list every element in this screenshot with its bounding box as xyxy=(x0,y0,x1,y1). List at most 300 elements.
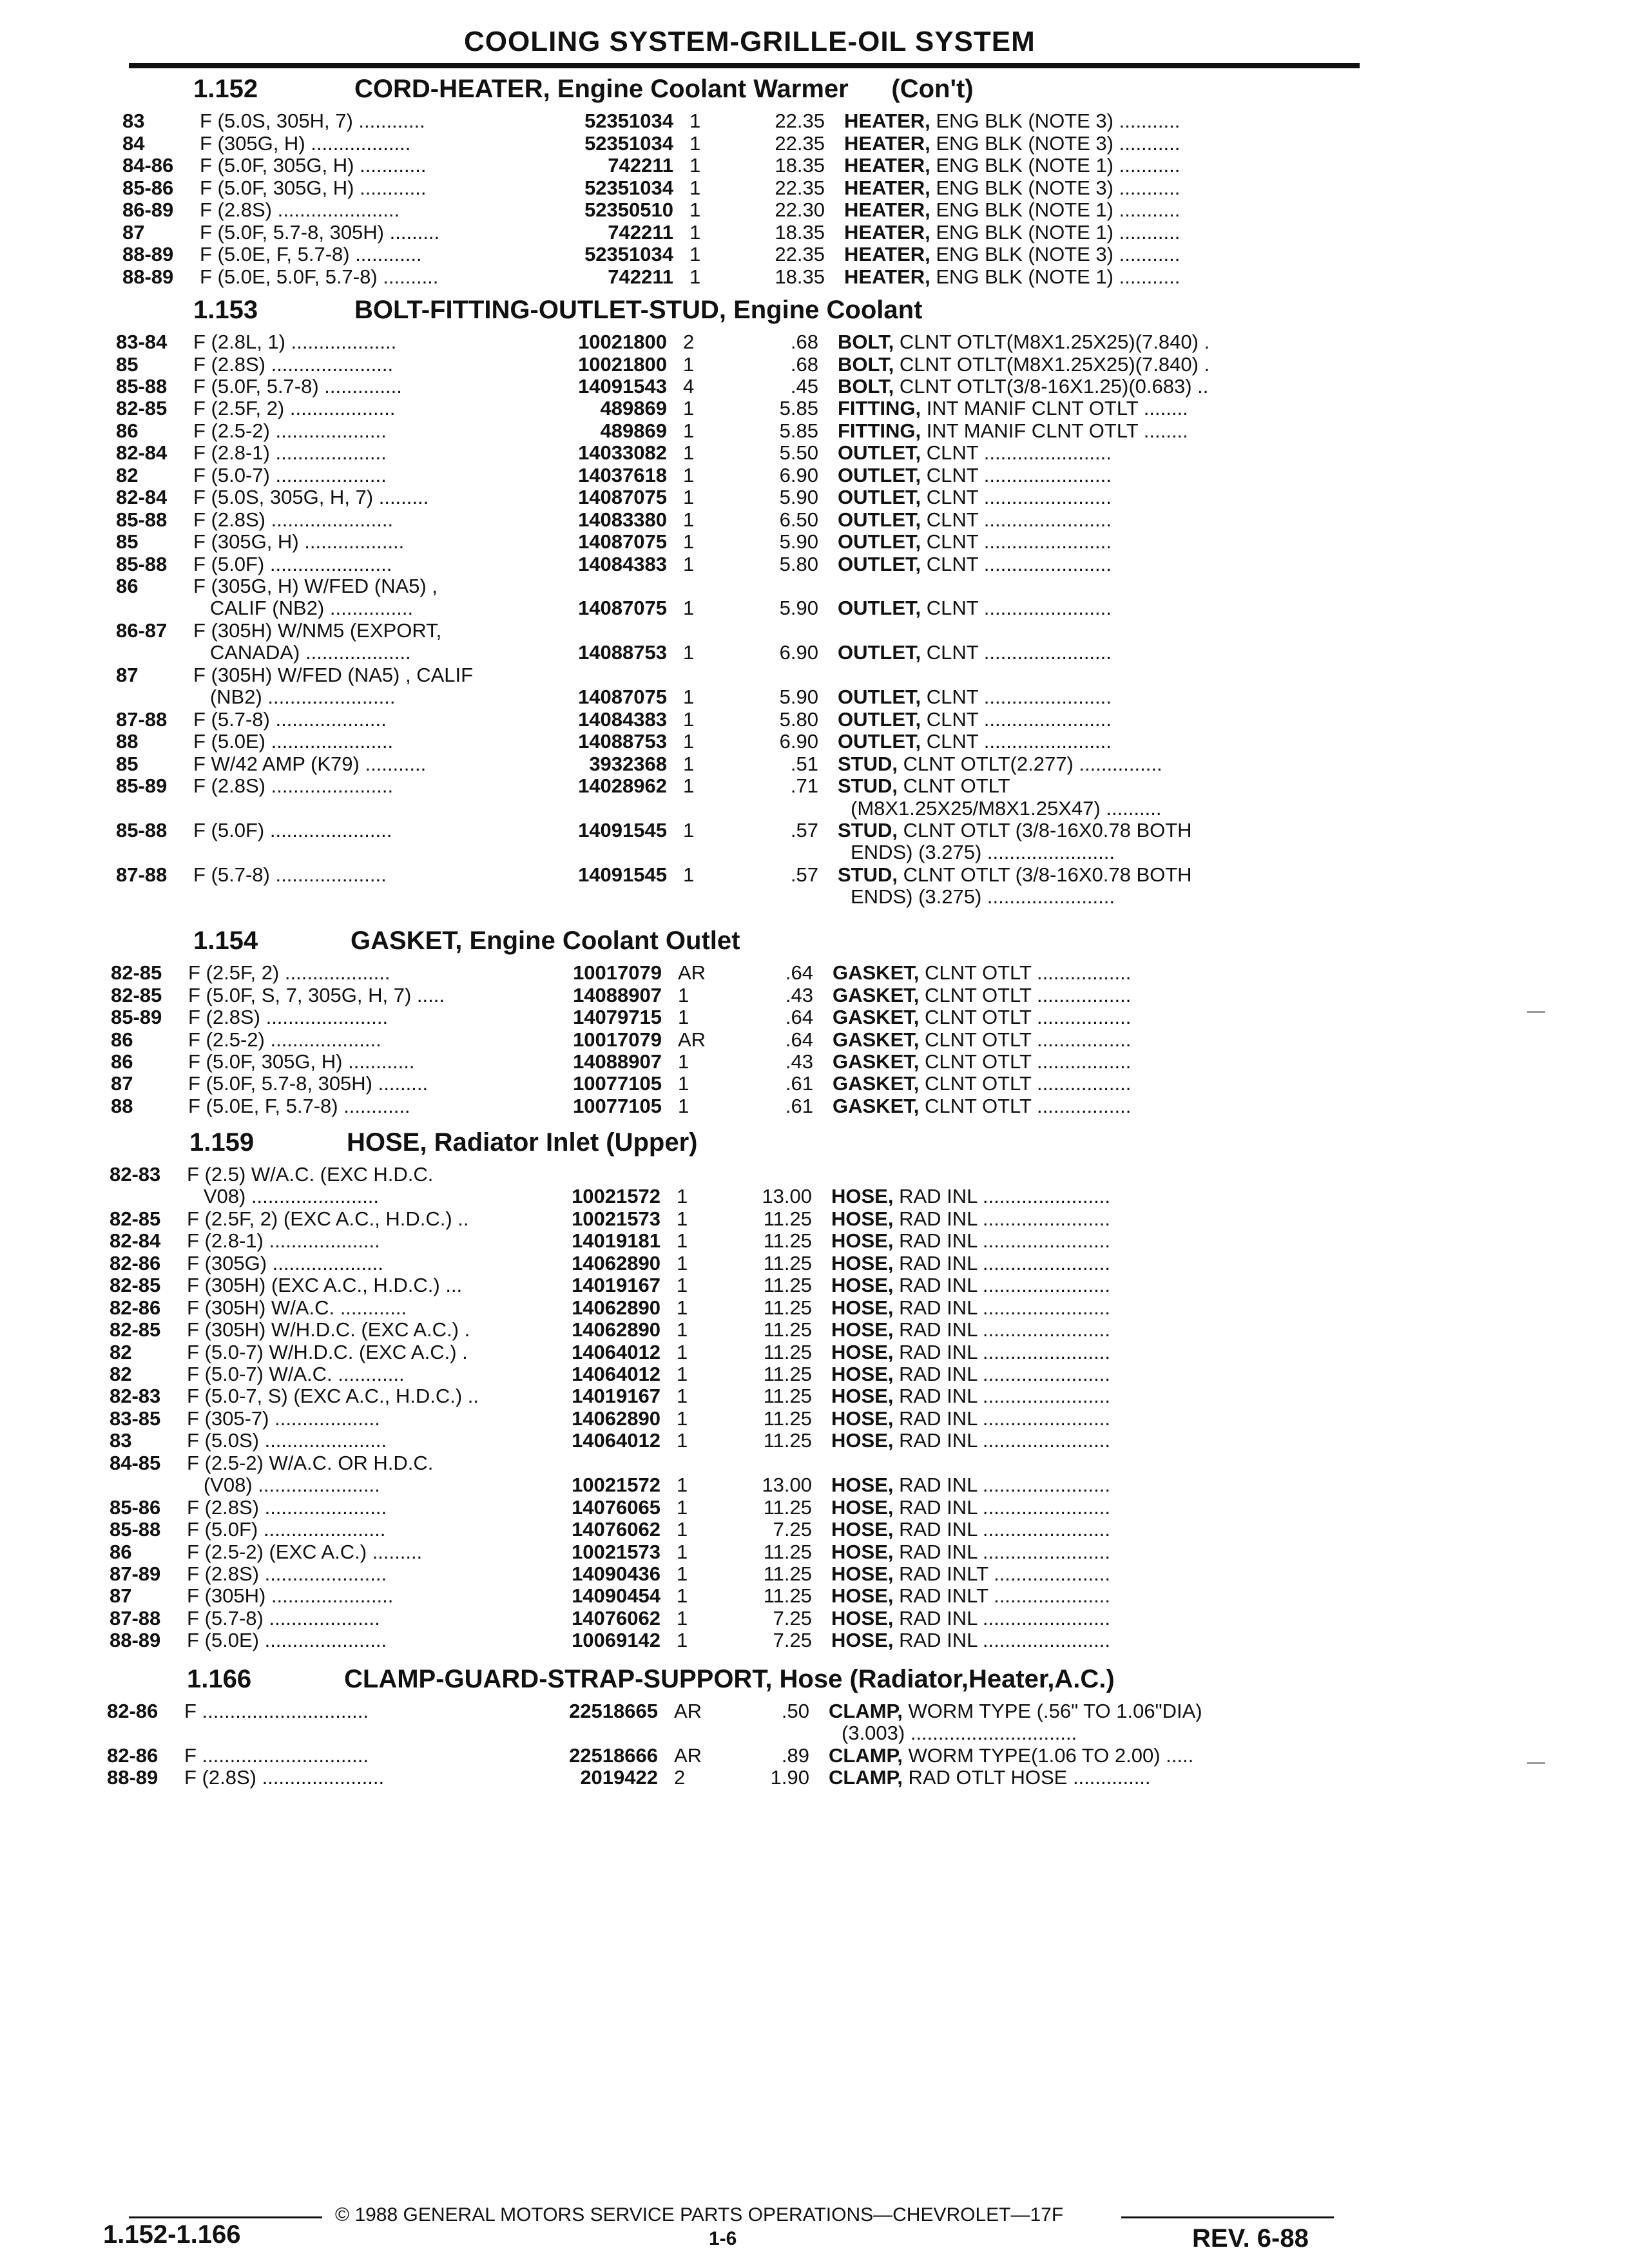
quantity: 1 xyxy=(683,774,695,798)
price: 6.90 xyxy=(779,463,818,486)
quantity: 1 xyxy=(683,863,695,886)
application: F (2.8-1) .................... xyxy=(193,441,387,465)
application: F (2.5-2) .................... xyxy=(193,419,387,442)
description xyxy=(833,1072,1309,1095)
description-keyword: BOLT, xyxy=(838,374,894,398)
description-keyword: BOLT, xyxy=(838,352,894,376)
description-text: RAD INL ....................... xyxy=(893,1229,1110,1253)
price: .64 xyxy=(785,1006,813,1029)
description-text: (3.003) .............................. xyxy=(842,1722,1077,1745)
application: F (2.8L, 1) ................... xyxy=(193,331,397,354)
description xyxy=(831,1363,1308,1386)
description-keyword: HOSE, xyxy=(831,1185,894,1208)
part-row xyxy=(110,1562,1334,1586)
price: 5.90 xyxy=(779,530,818,553)
price: 7.25 xyxy=(773,1606,812,1629)
description-text: ENG BLK (NOTE 1) ........... xyxy=(930,154,1181,177)
model-years: 82-86 xyxy=(110,1251,161,1274)
application: F (5.0E) ...................... xyxy=(187,1629,387,1652)
model-years: 85-88 xyxy=(116,508,168,531)
quantity: 1 xyxy=(683,486,695,509)
model-years: 82 xyxy=(116,463,139,486)
model-years: 85-88 xyxy=(116,818,168,841)
description-keyword: HEATER, xyxy=(844,154,930,177)
model-years: 85-88 xyxy=(116,374,168,398)
application: F (5.0F, 5.7-8) .............. xyxy=(193,374,402,398)
description-text: ENG BLK (NOTE 3) ........... xyxy=(930,110,1181,133)
application: F (2.8S) ...................... xyxy=(193,774,394,798)
description-text: RAD INL ....................... xyxy=(893,1474,1110,1497)
description-text: ENG BLK (NOTE 3) ........... xyxy=(930,176,1181,199)
description xyxy=(831,1496,1308,1519)
price: .89 xyxy=(781,1744,809,1767)
model-years: 85 xyxy=(116,530,139,553)
part-row xyxy=(110,1229,1334,1253)
part-row xyxy=(110,1429,1334,1452)
part-row xyxy=(110,1318,1334,1341)
description xyxy=(838,863,1315,887)
part-number: 14019167 xyxy=(572,1385,660,1408)
model-years: 82-84 xyxy=(116,486,168,509)
footer-rule-right xyxy=(1121,2216,1334,2218)
application: F (5.0F, 5.7-8, 305H) ......... xyxy=(188,1072,429,1095)
application: F (305G) .................... xyxy=(187,1251,383,1274)
quantity: 1 xyxy=(678,1094,689,1117)
model-years: 82-83 xyxy=(110,1385,161,1408)
part-number: 10021573 xyxy=(572,1540,660,1563)
application: F (5.0E) ...................... xyxy=(193,730,394,753)
application: F (5.7-8) .................... xyxy=(187,1606,380,1629)
part-number: 14088907 xyxy=(573,1050,662,1073)
part-number: 489869 xyxy=(600,397,667,420)
price: 11.25 xyxy=(763,1296,812,1319)
description-text: RAD OTLT HOSE .............. xyxy=(902,1766,1151,1789)
price: 5.80 xyxy=(779,552,818,575)
application: F .............................. xyxy=(184,1700,369,1723)
part-row xyxy=(122,154,1347,177)
application: F (5.0S, 305H, 7) ............ xyxy=(200,110,425,133)
part-number: 14037618 xyxy=(578,463,667,486)
model-years: 82-84 xyxy=(116,441,168,465)
part-row xyxy=(110,1363,1334,1386)
application: F (2.5F, 2) (EXC A.C., H.D.C.) .. xyxy=(187,1207,469,1230)
part-number: 14091545 xyxy=(578,818,667,841)
quantity: 1 xyxy=(677,1251,688,1274)
description xyxy=(831,1429,1308,1452)
application: F (305H) ...................... xyxy=(187,1584,394,1608)
part-number: 14088907 xyxy=(573,983,662,1006)
part-row xyxy=(110,1541,1334,1564)
quantity: 1 xyxy=(677,1584,688,1608)
part-number: 14033082 xyxy=(578,441,667,465)
price: .71 xyxy=(790,774,818,798)
description-keyword: OUTLET, xyxy=(838,441,921,465)
part-row xyxy=(110,1185,1334,1208)
description-keyword: GASKET, xyxy=(833,1028,920,1051)
quantity: 1 xyxy=(677,1296,688,1319)
application: F (305H) W/A.C. ............ xyxy=(187,1296,407,1319)
description xyxy=(833,1028,1309,1052)
description-keyword: HOSE, xyxy=(831,1518,894,1541)
part-number: 14019167 xyxy=(572,1274,660,1297)
part-row xyxy=(116,863,1340,887)
price: 11.25 xyxy=(763,1229,812,1253)
description xyxy=(838,353,1315,376)
application: V08) ....................... xyxy=(187,1185,380,1208)
model-years: 88 xyxy=(116,730,139,753)
quantity: 1 xyxy=(678,1006,689,1029)
description xyxy=(831,1584,1308,1608)
part-row xyxy=(116,486,1340,509)
part-row xyxy=(116,885,1340,908)
model-years: 88-89 xyxy=(122,265,174,288)
section-title: HOSE, Radiator Inlet (Upper) xyxy=(347,1128,698,1157)
part-number: 10021800 xyxy=(578,331,667,354)
model-years: 86-89 xyxy=(122,198,174,222)
description xyxy=(851,885,1327,908)
part-number: 14076062 xyxy=(572,1518,660,1541)
quantity: 1 xyxy=(677,1495,688,1519)
part-number: 14091545 xyxy=(578,863,667,886)
price: 5.85 xyxy=(779,419,818,442)
part-row xyxy=(116,664,1340,687)
price: 22.35 xyxy=(775,176,825,199)
quantity: 1 xyxy=(683,752,695,775)
quantity: 1 xyxy=(677,1185,688,1208)
price: 11.25 xyxy=(763,1207,812,1230)
section-heading xyxy=(187,1661,1347,1697)
part-row xyxy=(111,984,1335,1007)
application: F (5.0E, 5.0F, 5.7-8) .......... xyxy=(200,265,439,288)
section-heading xyxy=(193,292,1353,328)
application: F (2.8S) ...................... xyxy=(187,1562,387,1585)
description-text: ENG BLK (NOTE 1) ........... xyxy=(930,220,1181,244)
price: 13.00 xyxy=(762,1474,812,1497)
description-keyword: HEATER, xyxy=(844,131,930,155)
description xyxy=(838,753,1315,776)
section-heading xyxy=(193,71,1353,107)
part-number: 10069142 xyxy=(572,1629,660,1652)
price: 18.35 xyxy=(775,154,825,177)
part-number: 3932368 xyxy=(589,752,667,775)
application: F (5.0F, S, 7, 305G, H, 7) ..... xyxy=(188,983,445,1006)
description-text: CLNT ....................... xyxy=(921,486,1112,509)
quantity: AR xyxy=(674,1744,702,1767)
part-number: 14087075 xyxy=(578,597,667,620)
quantity: 1 xyxy=(689,176,701,199)
description xyxy=(844,265,1321,289)
price: 11.25 xyxy=(763,1540,812,1563)
model-years: 82-85 xyxy=(110,1207,161,1230)
model-years: 87 xyxy=(111,1072,133,1095)
description-text: CLNT OTLT ................. xyxy=(919,1006,1132,1029)
quantity: 1 xyxy=(683,352,695,376)
part-number: 10077105 xyxy=(573,1094,662,1117)
description-keyword: HOSE, xyxy=(831,1229,894,1253)
application: F (2.5F, 2) ................... xyxy=(188,961,390,985)
description xyxy=(831,1474,1308,1497)
model-years: 85-88 xyxy=(116,552,168,575)
application: (V08) ...................... xyxy=(187,1474,380,1497)
part-number: 14062890 xyxy=(572,1296,660,1319)
part-row xyxy=(116,353,1340,376)
description xyxy=(851,797,1327,820)
description-text: CLNT OTLT(3/8-16X1.25)(0.683) .. xyxy=(894,374,1209,398)
description xyxy=(831,1207,1308,1231)
footer-revision: REV. 6-88 xyxy=(1192,2224,1309,2253)
application: F (5.0-7) .................... xyxy=(193,463,387,486)
quantity: 1 xyxy=(689,110,701,133)
description-text: ENG BLK (NOTE 3) ........... xyxy=(930,131,1181,155)
part-row xyxy=(116,441,1340,465)
description-keyword: HOSE, xyxy=(831,1362,894,1385)
part-number: 52351034 xyxy=(584,176,673,199)
part-number: 10021573 xyxy=(572,1207,660,1230)
model-years: 87-88 xyxy=(116,863,168,886)
description-text: CLNT OTLT ................. xyxy=(919,961,1132,985)
application: F (5.0-7) W/A.C. ............ xyxy=(187,1362,405,1385)
quantity: 1 xyxy=(677,1385,688,1408)
description-keyword: OUTLET, xyxy=(838,552,921,575)
model-years: 83-85 xyxy=(110,1407,161,1430)
description-text: RAD INL ....................... xyxy=(893,1318,1110,1341)
price: 1.90 xyxy=(770,1766,809,1789)
description-text: CLNT ....................... xyxy=(921,597,1112,620)
part-number: 14088753 xyxy=(578,730,667,753)
part-number: 742211 xyxy=(608,220,673,244)
part-row xyxy=(116,730,1340,753)
description xyxy=(838,486,1315,509)
description-keyword: OUTLET, xyxy=(838,463,921,486)
description-text: CLNT ....................... xyxy=(921,441,1112,465)
description xyxy=(831,1229,1308,1253)
price: 11.25 xyxy=(763,1340,812,1363)
price: .64 xyxy=(785,961,813,985)
price: 6.90 xyxy=(779,730,818,753)
description-keyword: HEATER, xyxy=(844,265,930,288)
part-row xyxy=(110,1207,1334,1231)
application: F W/42 AMP (K79) ........... xyxy=(193,752,427,775)
section-title: BOLT-FITTING-OUTLET-STUD, Engine Coolant xyxy=(354,296,923,325)
model-years: 84-85 xyxy=(110,1451,161,1474)
model-years: 85-88 xyxy=(110,1518,161,1541)
model-years: 82 xyxy=(110,1362,132,1385)
part-number: 10021800 xyxy=(578,352,667,376)
description xyxy=(831,1629,1308,1652)
part-number: 14064012 xyxy=(572,1340,660,1363)
model-years: 82-86 xyxy=(110,1296,161,1319)
price: .51 xyxy=(790,752,818,775)
description-keyword: HOSE, xyxy=(831,1251,894,1274)
quantity: 1 xyxy=(678,1072,689,1095)
description xyxy=(833,1095,1309,1118)
description-keyword: HOSE, xyxy=(831,1540,894,1563)
description xyxy=(831,1518,1308,1541)
description xyxy=(833,1006,1309,1029)
part-number: 14062890 xyxy=(572,1251,660,1274)
description-keyword: OUTLET, xyxy=(838,486,921,509)
part-row xyxy=(110,1341,1334,1364)
model-years: 87-88 xyxy=(116,707,168,731)
footer-rule-left xyxy=(129,2216,322,2218)
description-text: RAD INL ....................... xyxy=(893,1385,1110,1408)
quantity: 1 xyxy=(677,1518,688,1541)
description-text: RAD INL ....................... xyxy=(893,1296,1110,1319)
description-text: RAD INL ....................... xyxy=(893,1540,1110,1563)
part-row xyxy=(116,375,1340,398)
quantity: 1 xyxy=(689,131,701,155)
model-years: 83 xyxy=(122,110,145,133)
part-number: 14087075 xyxy=(578,686,667,709)
price: .57 xyxy=(790,863,818,886)
description xyxy=(838,774,1315,798)
part-number: 14088753 xyxy=(578,641,667,664)
description-text: ENDS) (3.275) ....................... xyxy=(851,841,1115,864)
description xyxy=(831,1385,1308,1408)
part-number: 52351034 xyxy=(584,110,673,133)
quantity: 1 xyxy=(677,1407,688,1430)
section-title: CLAMP-GUARD-STRAP-SUPPORT, Hose (Radiator,Heater,A.C.) xyxy=(344,1665,1115,1694)
description-keyword: GASKET, xyxy=(833,1072,920,1095)
part-row xyxy=(107,1766,1331,1789)
description xyxy=(831,1407,1308,1430)
quantity: 1 xyxy=(683,597,695,620)
margin-mark xyxy=(1527,1762,1545,1764)
price: 11.25 xyxy=(763,1318,812,1341)
description-text: WORM TYPE(1.06 TO 2.00) ..... xyxy=(902,1744,1194,1767)
quantity: 1 xyxy=(677,1207,688,1230)
application: CALIF (NB2) ............... xyxy=(193,597,414,620)
description-text: RAD INL ....................... xyxy=(893,1429,1110,1452)
description-text: CLNT OTLT(M8X1.25X25)(7.840) . xyxy=(894,352,1210,376)
section-number: 1.152 xyxy=(193,75,258,104)
description-keyword: OUTLET, xyxy=(838,730,921,753)
description xyxy=(829,1766,1306,1789)
part-row xyxy=(110,1296,1334,1320)
part-number: 52351034 xyxy=(584,131,673,155)
description-text: RAD INL ....................... xyxy=(893,1274,1110,1297)
quantity: 1 xyxy=(683,530,695,553)
description xyxy=(838,708,1315,731)
model-years: 82-85 xyxy=(110,1274,161,1297)
description-text: INT MANIF CLNT OTLT ........ xyxy=(921,397,1188,420)
description-keyword: OUTLET, xyxy=(838,641,921,664)
application: F (5.0-7) W/H.D.C. (EXC A.C.) . xyxy=(187,1340,468,1363)
description-keyword: CLAMP, xyxy=(829,1700,903,1723)
quantity: 1 xyxy=(677,1340,688,1363)
part-number: 14076065 xyxy=(572,1495,660,1519)
price: 5.50 xyxy=(779,441,818,465)
model-years: 85 xyxy=(116,352,139,376)
description xyxy=(838,730,1315,753)
price: 6.90 xyxy=(779,641,818,664)
description-text: CLNT ....................... xyxy=(921,730,1112,753)
quantity: AR xyxy=(674,1700,702,1723)
application: F (5.0F, 305G, H) ............ xyxy=(188,1050,415,1073)
part-row xyxy=(110,1407,1334,1430)
description-text: CLNT OTLT(2.277) ............... xyxy=(898,752,1162,775)
part-row xyxy=(110,1163,1334,1186)
price: 11.25 xyxy=(763,1274,812,1297)
part-row xyxy=(110,1452,1334,1475)
title-rule xyxy=(129,63,1360,68)
part-row xyxy=(116,530,1340,553)
quantity: 1 xyxy=(677,1606,688,1629)
description xyxy=(833,1050,1309,1073)
price: 5.90 xyxy=(779,597,818,620)
application: F (305H) W/FED (NA5) , CALIF xyxy=(193,663,474,686)
description xyxy=(831,1185,1308,1208)
part-number: 14062890 xyxy=(572,1318,660,1341)
description xyxy=(844,177,1321,200)
application: F (2.8S) ...................... xyxy=(193,352,394,376)
price: 11.25 xyxy=(763,1407,812,1430)
description xyxy=(838,597,1315,620)
application: F (305G, H) W/FED (NA5) , xyxy=(193,575,438,597)
description-keyword: FITTING, xyxy=(838,419,921,442)
quantity: 1 xyxy=(677,1274,688,1297)
quantity: 1 xyxy=(689,198,701,222)
part-row xyxy=(116,819,1340,842)
part-number: 14064012 xyxy=(572,1362,660,1385)
model-years: 82-86 xyxy=(107,1744,159,1767)
quantity: AR xyxy=(678,1028,706,1051)
model-years: 85-86 xyxy=(122,176,174,199)
description xyxy=(838,508,1315,532)
model-years: 82 xyxy=(110,1340,132,1363)
model-years: 82-83 xyxy=(110,1162,161,1186)
description-keyword: HEATER, xyxy=(844,220,930,244)
model-years: 86-87 xyxy=(116,619,168,642)
price: .43 xyxy=(785,1050,813,1073)
part-row xyxy=(116,774,1340,798)
part-row xyxy=(107,1700,1331,1723)
description xyxy=(838,686,1315,709)
application: F (305-7) ................... xyxy=(187,1407,380,1430)
description xyxy=(844,243,1321,266)
model-years: 85-86 xyxy=(110,1495,161,1519)
part-number: 52351034 xyxy=(584,243,673,266)
price: 18.35 xyxy=(775,265,825,288)
part-number: 742211 xyxy=(608,265,673,288)
application: F (5.0S) ...................... xyxy=(187,1429,387,1452)
application: F (2.8S) ...................... xyxy=(184,1766,385,1789)
description xyxy=(842,1722,1318,1745)
page-title: COOLING SYSTEM-GRILLE-OIL SYSTEM xyxy=(464,26,1036,57)
description-keyword: HEATER, xyxy=(844,176,930,199)
description-keyword: HOSE, xyxy=(831,1562,894,1585)
description xyxy=(838,397,1315,420)
application: (NB2) ....................... xyxy=(193,686,396,709)
application: F (5.0F) ...................... xyxy=(193,552,392,575)
section-heading xyxy=(193,923,1353,959)
description xyxy=(844,154,1321,177)
price: .64 xyxy=(785,1028,813,1051)
description-keyword: HOSE, xyxy=(831,1274,894,1297)
part-number: 10017079 xyxy=(573,1028,662,1051)
description-keyword: HOSE, xyxy=(831,1318,894,1341)
description-keyword: OUTLET, xyxy=(838,597,921,620)
description-text: RAD INL ....................... xyxy=(893,1251,1110,1274)
quantity: 1 xyxy=(689,243,701,266)
part-row xyxy=(122,221,1347,244)
description-keyword: GASKET, xyxy=(833,983,920,1006)
description-text: ENG BLK (NOTE 1) ........... xyxy=(930,198,1181,222)
description-keyword: HOSE, xyxy=(831,1340,894,1363)
part-number: 10017079 xyxy=(573,961,662,985)
description xyxy=(838,464,1315,487)
section-number: 1.153 xyxy=(193,296,258,325)
